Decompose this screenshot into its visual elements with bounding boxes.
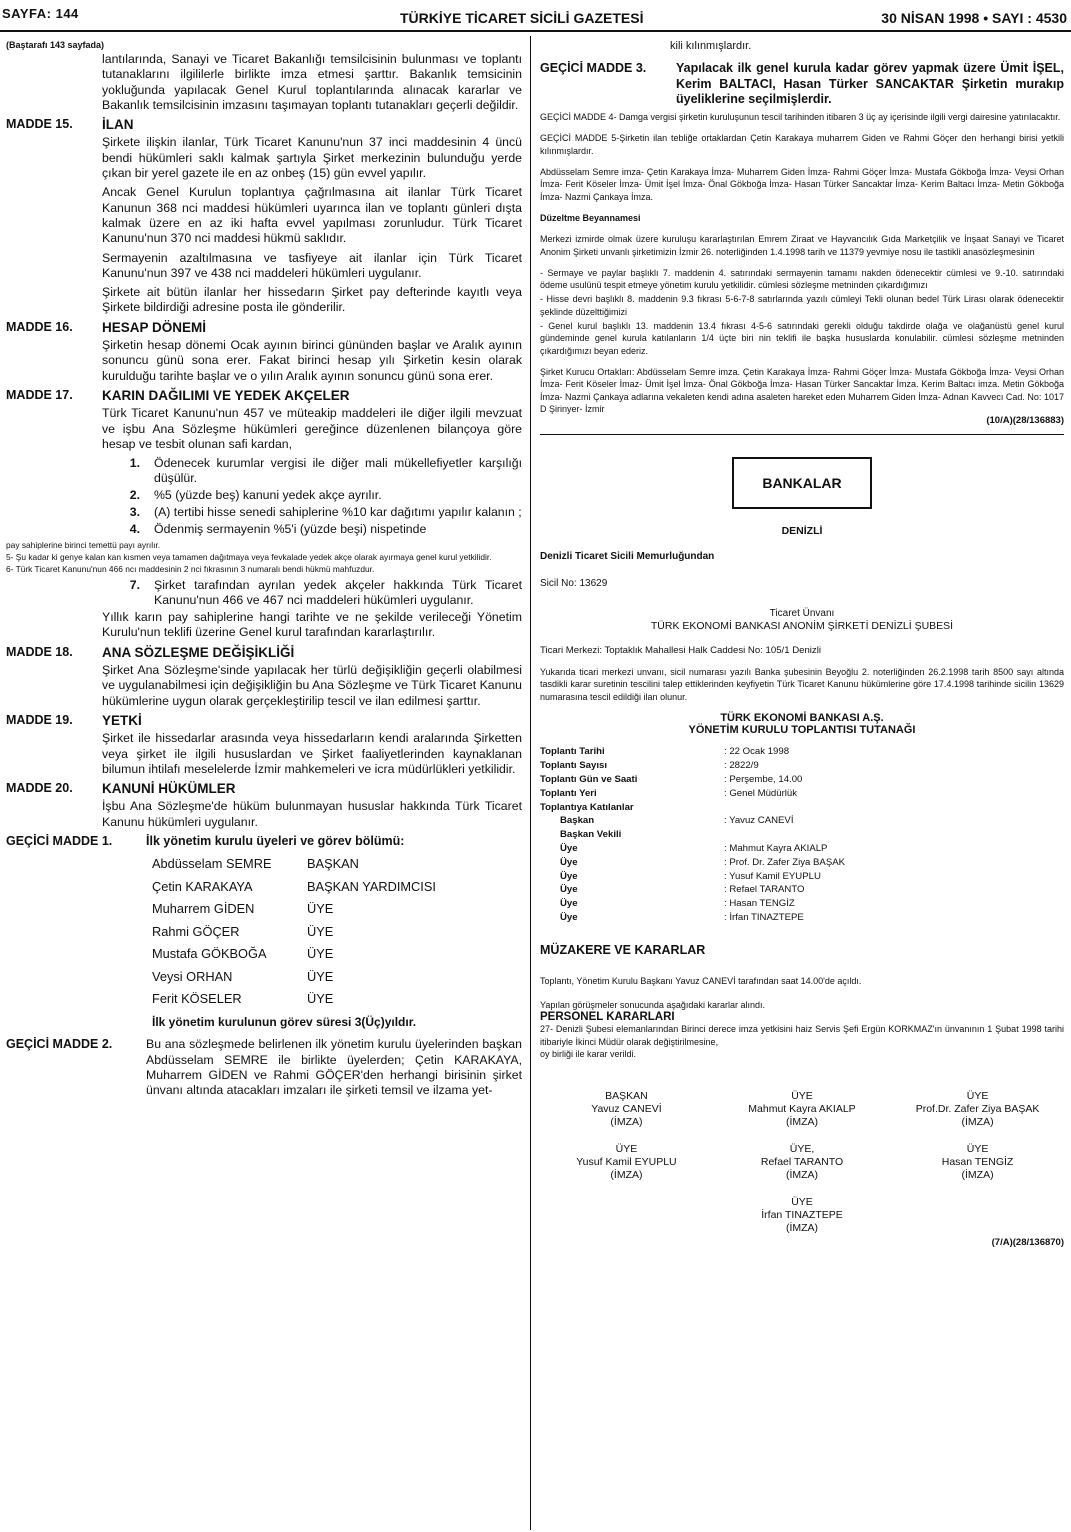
- decision-text: 27- Denizli Şubesi elemanlarından Birinci derece imza yetkisini haiz Servis Şefi Ergün KORKMAZ'ın ünvanının 1 Şubat 1998 tarihi itibariyle İkinci Müdür olarak değiştirilmesine,: [540, 1024, 1064, 1047]
- article-17-cont: [6, 576, 522, 645]
- article-title: ANA SÖZLEŞME DEĞİŞİKLİĞİ: [102, 644, 295, 660]
- article-label: MADDE 19.: [6, 712, 73, 727]
- list-item: 7. Şirket tarafından ayrılan yedek akçeler hakkında Türk Ticaret Kanunu'nun 466 ve 467 nci maddeleri hükümleri uygulanır.: [129, 578, 522, 608]
- article-label: MADDE 16.: [6, 319, 73, 334]
- meeting-row: Toplantıya Katılanlar: [540, 801, 634, 813]
- meeting-row: Toplantı Tarihi : 22 Ocak 1998: [540, 746, 790, 758]
- article-label: GEÇİCİ MADDE 1.: [6, 833, 113, 848]
- right-column: [540, 40, 1064, 1248]
- list-item: 1. Ödenecek kurumlar vergisi ile diğer mali mükellefiyetler karşılığı düşülür.: [129, 456, 522, 486]
- article-paragraph: Şirket Ana Sözleşme'sinde yapılacak her türlü değişikliğin geçerli olabilmesi ve uygulanabilmesi için değişikliğin bu Ana Sözleşme ve Türk Ticaret Kanunu hükümlerine uygun olarak gerçekleştirilip tescil ve ilan edilmesi şarttır.: [102, 663, 522, 708]
- roster-row: Muharrem GİDEN ÜYE: [152, 901, 334, 917]
- meeting-row: Üye : Mahmut Kayra AKIALP: [560, 842, 828, 854]
- article-label: MADDE 15.: [6, 117, 73, 132]
- correction-item: - Genel kurul başlıklı 13. maddenin 13.4 fıkrası 4-5-6 satırındaki gerekli olduğu takdirde olağa ve olağanüstü genel kurul gündeminde genel kurula katılanların 1/4 üçte biri nin teklifi ile başka hususlarda konulabilir. cümlesi sözleşme metninden çıkardığımızı beyan ederiz.: [540, 321, 1064, 356]
- article-label: GEÇİCİ MADDE 3.: [540, 61, 647, 76]
- header-rule: [0, 30, 1071, 32]
- article-15: [6, 117, 522, 320]
- meeting-row: Üye : Refael TARANTO: [560, 884, 805, 896]
- page-number: SAYFA: 144: [2, 6, 79, 21]
- minutes-title: YÖNETİM KURULU TOPLANTISI TUTANAĞI: [688, 724, 916, 737]
- list-item: 3. (A) tertibi hisse senedi sahiplerine %10 kar dağıtımı yapılır kalanın ;: [129, 505, 522, 520]
- personnel-heading: PERSONEL KARARLARI: [540, 1011, 675, 1024]
- signature-block: ÜYE Hasan TENGİZ (İMZA): [941, 1143, 1014, 1182]
- roster-row: Çetin KARAKAYA BAŞKAN YARDIMCISI: [152, 878, 436, 894]
- correction-item: - Hisse devri başlıklı 8. maddenin 9.3 fıkrası 5-6-7-8 satırlarında yazılı cümleyi Tekli olunan bedel Türk Lirası olarak ödenecektir şeklinde düzelttiğimizi: [540, 294, 1064, 317]
- article-label: MADDE 18.: [6, 644, 73, 659]
- decisions-intro: Yapılan görüşmeler sonucunda aşağıdaki kararlar alındı.: [540, 1000, 765, 1011]
- signature-block: ÜYE İrfan TINAZTEPE (İMZA): [761, 1196, 843, 1235]
- head-office: Ticari Merkezi: Toptaklık Mahallesi Halk Caddesi No: 105/1 Denizli: [540, 644, 821, 656]
- board-roster: [152, 853, 522, 1033]
- temporary-article-4: GEÇİCİ MADDE 4- Damga vergisi şirketin kuruluşunun tescil tarihinden itibaren 3 üç ay içerisinde ilgili vergi dairesine yatırılacaktır.: [540, 112, 1061, 123]
- article-paragraph: Şirket ile hissedarlar arasında veya hissedarların kendi aralarında Şirketten veya şirket ile ilgili hususlardan ve Şirket faaliyetlerinden kaynaklanan bilumun ihtilafı meselelerde İzmir mahkemeleri ve icra müdürlükleri yetkilidir.: [102, 731, 522, 776]
- article-title: HESAP DÖNEMİ: [102, 319, 207, 335]
- article-paragraph: Yapılacak ilk genel kurula kadar görev yapmak üzere Ümit İŞEL, Kerim BALTACI, Hasan Türker SANCAKTAR Şirketin murakıp üyeliklerine seçilmişlerdir.: [676, 61, 1064, 106]
- article-paragraph: Şirkete ilişkin ilanlar, Türk Ticaret Kanunu'nun 37 inci maddesinin 4 üncü bendi hükümleri saklı kalmak şartıyla Şirket merkezinin bulunduğu yerde çıkan bir yerel gazete ile en az onbeş (15) gün evvel yapılır.: [102, 135, 522, 181]
- section-rule: [540, 434, 1064, 435]
- reference-number: (10/A)(28/136883): [986, 415, 1064, 427]
- article-title: İLAN: [102, 117, 134, 133]
- roster-row: Abdüsselam SEMRE BAŞKAN: [152, 856, 359, 872]
- bank-name: TÜRK EKONOMİ BANKASI A.Ş.: [720, 711, 884, 724]
- article-paragraph: İşbu Ana Sözleşme'de hüküm bulunmayan hususlar hakkında Türk Ticaret Kanunu hükümleri uygulanır.: [102, 799, 522, 829]
- signature-row: [540, 1090, 1064, 1129]
- signature-row: [540, 1143, 1064, 1182]
- small-print: 6- Türk Ticaret Kanunu'nun 466 ncı maddesinin 2 nci fıkrasının 3 numaralı bendi hükmü mahfuzdur.: [6, 564, 375, 575]
- intro-paragraph: [6, 52, 522, 117]
- meeting-row: Toplantı Yeri : Genel Müdürlük: [540, 787, 798, 799]
- signers-list: Abdüsselam Semre imza- Çetin Karakaya İmza- Muharrem Giden İmza- Rahmi Göçer İmza- Mustafa Gökboğa İmza- Veysi Orhan İmza- Ferit Köseler İmza- Ümit İşel İmza- Önal Gökboğa İmza- Hasan Türker Sancaktar İmza- Kerim Baltacı İmza- Metin Gökboğa İmza- Nazmi Çankaya İmza.: [540, 167, 1064, 202]
- meeting-row: Toplantı Gün ve Saati : Perşembe, 14.00: [540, 773, 803, 785]
- column-divider: [530, 36, 531, 1530]
- continued-text: kili kılınmışlardır.: [670, 40, 752, 52]
- page-header: [0, 0, 1071, 34]
- registry-number: Sicil No: 13629: [540, 577, 608, 589]
- article-label: MADDE 17.: [6, 387, 73, 402]
- section-title: Düzeltme Beyannamesi: [540, 212, 641, 223]
- temporary-article-5: GEÇİCİ MADDE 5-Şirketin ilan tebliğe ortaklardan Çetin Karakaya muharrem Giden ve Rahmi Göçer den herhangi birisi yetkili kılınmışlardır.: [540, 133, 1064, 156]
- signature-block: ÜYE Yusuf Kamil EYUPLU (İMZA): [576, 1143, 677, 1182]
- gazette-title: TÜRKİYE TİCARET SİCİLİ GAZETESİ: [400, 10, 644, 26]
- article-paragraph: Şirketin hesap dönemi Ocak ayının birinci gününden başlar ve Aralık ayının sonuncu günü sona erer. Fakat birinci hesap yılı Şirketin kesin olarak kurulduğu tarihte başlar ve o yılın Aralık ayının sonuncu günü sona erer.: [102, 338, 522, 383]
- article-18: [6, 645, 522, 713]
- signature-block: ÜYE Mahmut Kayra AKIALP (İMZA): [748, 1090, 856, 1129]
- roster-row: Veysi ORHAN ÜYE: [152, 968, 334, 984]
- continued-note: (Baştarafı 143 sayfada): [6, 40, 105, 50]
- list-item: 4. Ödenmiş sermayenin %5'i (yüzde beşi) nispetinde: [129, 522, 427, 537]
- correction-text: Merkezi izmirde olmak üzere kuruluşu kararlaştırılan Emrem Ziraat ve Hayvancılık Gıda Marketçilik ve İnşaat Sanayi ve Ticaret Anonim Şirketi unvanlı şirketimizin İzmir 26. noterliğinden 1.4.1998 tarih ve 11379 yevmiye nosu ile tastikli anasözleşmesinin: [540, 234, 1064, 257]
- roster-note: İlk yönetim kurulunun görev süresi 3(Üç)yıldır.: [152, 1014, 417, 1029]
- trade-name: TÜRK EKONOMİ BANKASI ANONİM ŞİRKETİ DENİZLİ ŞUBESİ: [650, 620, 954, 633]
- article-paragraph: Sermayenin azaltılmasına ve tasfiyeye ait ilanlar için Türk Ticaret Kanunu'nun 397 ve 438 nci maddeleri hükümleri uygulanır.: [102, 250, 522, 280]
- article-title: KANUNİ HÜKÜMLER: [102, 781, 236, 797]
- temporary-article-3: [540, 61, 1064, 111]
- article-title: KARIN DAĞILIMI VE YEDEK AKÇELER: [102, 387, 350, 403]
- article-paragraph: Ancak Genel Kurulun toplantıya çağrılmasına ait ilanlar Türk Ticaret Kanunun 368 nci maddesi hükümleri uyarınca ilan ve toplantı günleri dışta kalmak üzere en az iki hafta evvel yapılması zorunludur. Türk Ticaret Kanunu'nun 370 nci maddesi hükmü saklıdır.: [102, 185, 522, 246]
- meeting-row: Üye : Hasan TENGİZ: [560, 898, 795, 910]
- meeting-row: Üye : İrfan TINAZTEPE: [560, 911, 804, 923]
- meeting-row: Başkan Vekili: [560, 829, 622, 841]
- issue-date: 30 NİSAN 1998 • SAYI : 4530: [881, 10, 1067, 26]
- article-paragraph: Yıllık karın pay sahiplerine hangi tarihte ve ne şekilde verileceği Yönetim Kurulu'nun teklifi üzerine Genel kurul tarafından kararlaştırılır.: [102, 610, 522, 640]
- intro-text: lantılarında, Sanayi ve Ticaret Bakanlığı temsilcisinin bulunması ve toplantı tutanaklarını ilgililerle birlikte imza etmesi şarttır. Bakanlık temsicinin yokluğunda yapılacak Genel Kurul toplantılarında alınacak kararlar ve Bakanlık temsilcisinin imzasını taşımayan toplantı tutanakları geçerli değildir.: [102, 52, 522, 112]
- signature-row: [540, 1196, 1064, 1235]
- meeting-row: Üye : Yusuf Kamil EYUPLU: [560, 870, 821, 882]
- small-print: 5- Şu kadar ki genye kalan kan kısmen veya tamamen dağıtmaya veya fevkalade yedek akçe olarak ayırmaya genel kurul yetkilidir.: [6, 552, 492, 563]
- meeting-row: Toplantı Sayısı : 2822/9: [540, 760, 759, 772]
- opening-text: Toplantı, Yönetim Kurulu Başkanı Yavuz CANEVİ tarafından saat 14.00'de açıldı.: [540, 975, 862, 986]
- meeting-details: [540, 745, 1064, 924]
- correction-item: - Sermaye ve paylar başlıklı 7. maddenin 4. satırındaki sermayenin tamamı nakden ödenecektir cümlesi ve 9.-10. satırındaki ödeme usulünü tespit etmeye yönetim kurulu yetkilidir. cümlesi sözleşme metninden çıkardığımızı: [540, 267, 1064, 291]
- city-heading: DENİZLİ: [781, 525, 823, 538]
- article-16: [6, 320, 522, 388]
- registration-text: Yukarıda ticari merkezi unvanı, sicil numarası yazılı Banka şubesinin Beyoğlu 2. noterliğinden 26.2.1998 tarih 8500 sayı altında tasdikli karar suretinin tescilini talep ettiklerinden keyfiyetin Türk Ticaret Kanunu hükümlerine göre 17.4.1998 tarihinde sicilin 13629 numarasına tescil edildiği ilan olunur.: [540, 666, 1064, 702]
- roster-row: Ferit KÖSELER ÜYE: [152, 991, 334, 1007]
- article-label: GEÇİCİ MADDE 2.: [6, 1037, 113, 1052]
- left-column: [6, 40, 522, 1102]
- article-paragraph: Türk Ticaret Kanunu'nun 457 ve müteakip maddeleri ile diğer ilgili mevzuat ve işbu Ana Sözleşme hükümleri gereğince düzenlenen bilançoya göre hesap ve tesbit olunan safi kardan,: [102, 406, 522, 451]
- unanimous-note: oy birliği ile karar verildi.: [540, 1048, 637, 1059]
- article-19: [6, 713, 522, 781]
- article-paragraph: Bu ana sözleşmede belirlenen ilk yönetim kurulu üyelerinden başkan Abdüsselam SEMRE ile birlikte üyelerden; Çetin KARAKAYA, Muharrem GİDEN ve Rahmi GÖÇER'den herhangi birisinin şirket ünvanı altında atacakları imzaları ile şirketi temsil ve ilzama yet-: [146, 1037, 522, 1098]
- signature-block: ÜYE Prof.Dr. Zafer Ziya BAŞAK (İMZA): [915, 1090, 1040, 1129]
- office-name: Denizli Ticaret Sicili Memurluğundan: [540, 551, 715, 563]
- reference-number: (7/A)(28/136870): [991, 1237, 1064, 1249]
- list-item: 2. %5 (yüzde beş) kanuni yedek akçe ayrılır.: [129, 488, 382, 503]
- meeting-row: Üye : Prof. Dr. Zafer Ziya BAŞAK: [560, 856, 846, 868]
- article-title: İlk yönetim kurulu üyeleri ve görev bölümü:: [146, 833, 405, 848]
- founders-text: Şirket Kurucu Ortakları: Abdüsselam Semre imza. Çetin Karakaya İmza- Rahmi Göçer İmza- Mustafa Gökboğa İmza- Veysi Orhan İmza- Ferit Köseler İmaz- Ümit İşel İmza- Önal Gökboğa İmza- Hasan Türker Sancaktar İmza. Kerim Baltacı imza. Metin Gökboğa İmza- Nazmi Çankaya adlarına vekaleten kendi adına asaleten hareket eden Muharrem Giden İmza- Adnan Kavvecı Cad. No: 1017 D Şirinyer- İzmir: [540, 366, 1064, 414]
- signature-block: ÜYE, Refael TARANTO (İMZA): [760, 1143, 844, 1182]
- article-label: MADDE 20.: [6, 781, 73, 796]
- section-box-banks: BANKALAR: [732, 457, 872, 509]
- roster-row: Rahmi GÖÇER ÜYE: [152, 923, 334, 939]
- roster-row: Mustafa GÖKBOĞA ÜYE: [152, 946, 334, 962]
- signature-block: BAŞKAN Yavuz CANEVİ (İMZA): [591, 1090, 662, 1129]
- meeting-row: Başkan : Yavuz CANEVİ: [560, 815, 794, 827]
- deliberations-heading: MÜZAKERE VE KARARLAR: [540, 942, 706, 957]
- article-20: [6, 781, 522, 834]
- article-17: [6, 388, 522, 539]
- temporary-article-1: [6, 834, 522, 849]
- temporary-article-2: [6, 1037, 522, 1102]
- small-print: pay sahiplerine birinci temettü payı ayrılır.: [6, 540, 161, 551]
- article-paragraph: Şirkete ait bütün ilanlar her hissedarın Şirket pay defterinde kayıtlı veya Şirkete bildirdiği adresine posta ile gönderilir.: [102, 285, 522, 315]
- article-title: YETKİ: [102, 712, 142, 728]
- trade-name-label: Ticaret Ünvanı: [769, 608, 835, 620]
